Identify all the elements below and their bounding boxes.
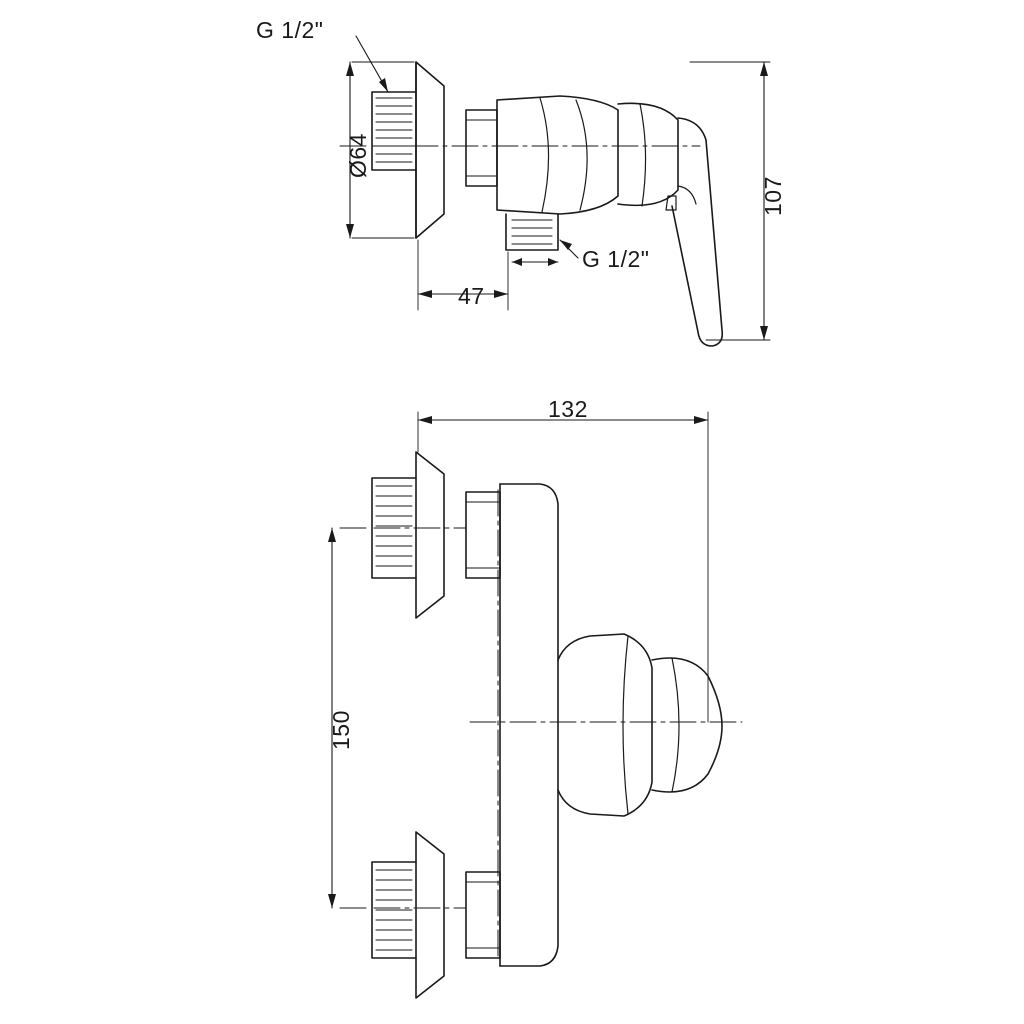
dimension-label-projection-47: 47: [458, 283, 485, 309]
dimension-label-width-132: 132: [548, 396, 588, 422]
side-view-geometry: [340, 62, 722, 346]
dimension-label-outlet-thread: G 1/2": [582, 246, 650, 272]
dimension-label-thread-top: G 1/2": [256, 17, 324, 43]
dimension-label-height-107: 107: [760, 176, 786, 216]
side-view-dimensions: [346, 36, 770, 340]
dimension-label-spacing-150: 150: [328, 710, 354, 750]
front-view-geometry: [340, 452, 742, 998]
dimension-label-flange-diameter: Ø64: [345, 133, 371, 178]
